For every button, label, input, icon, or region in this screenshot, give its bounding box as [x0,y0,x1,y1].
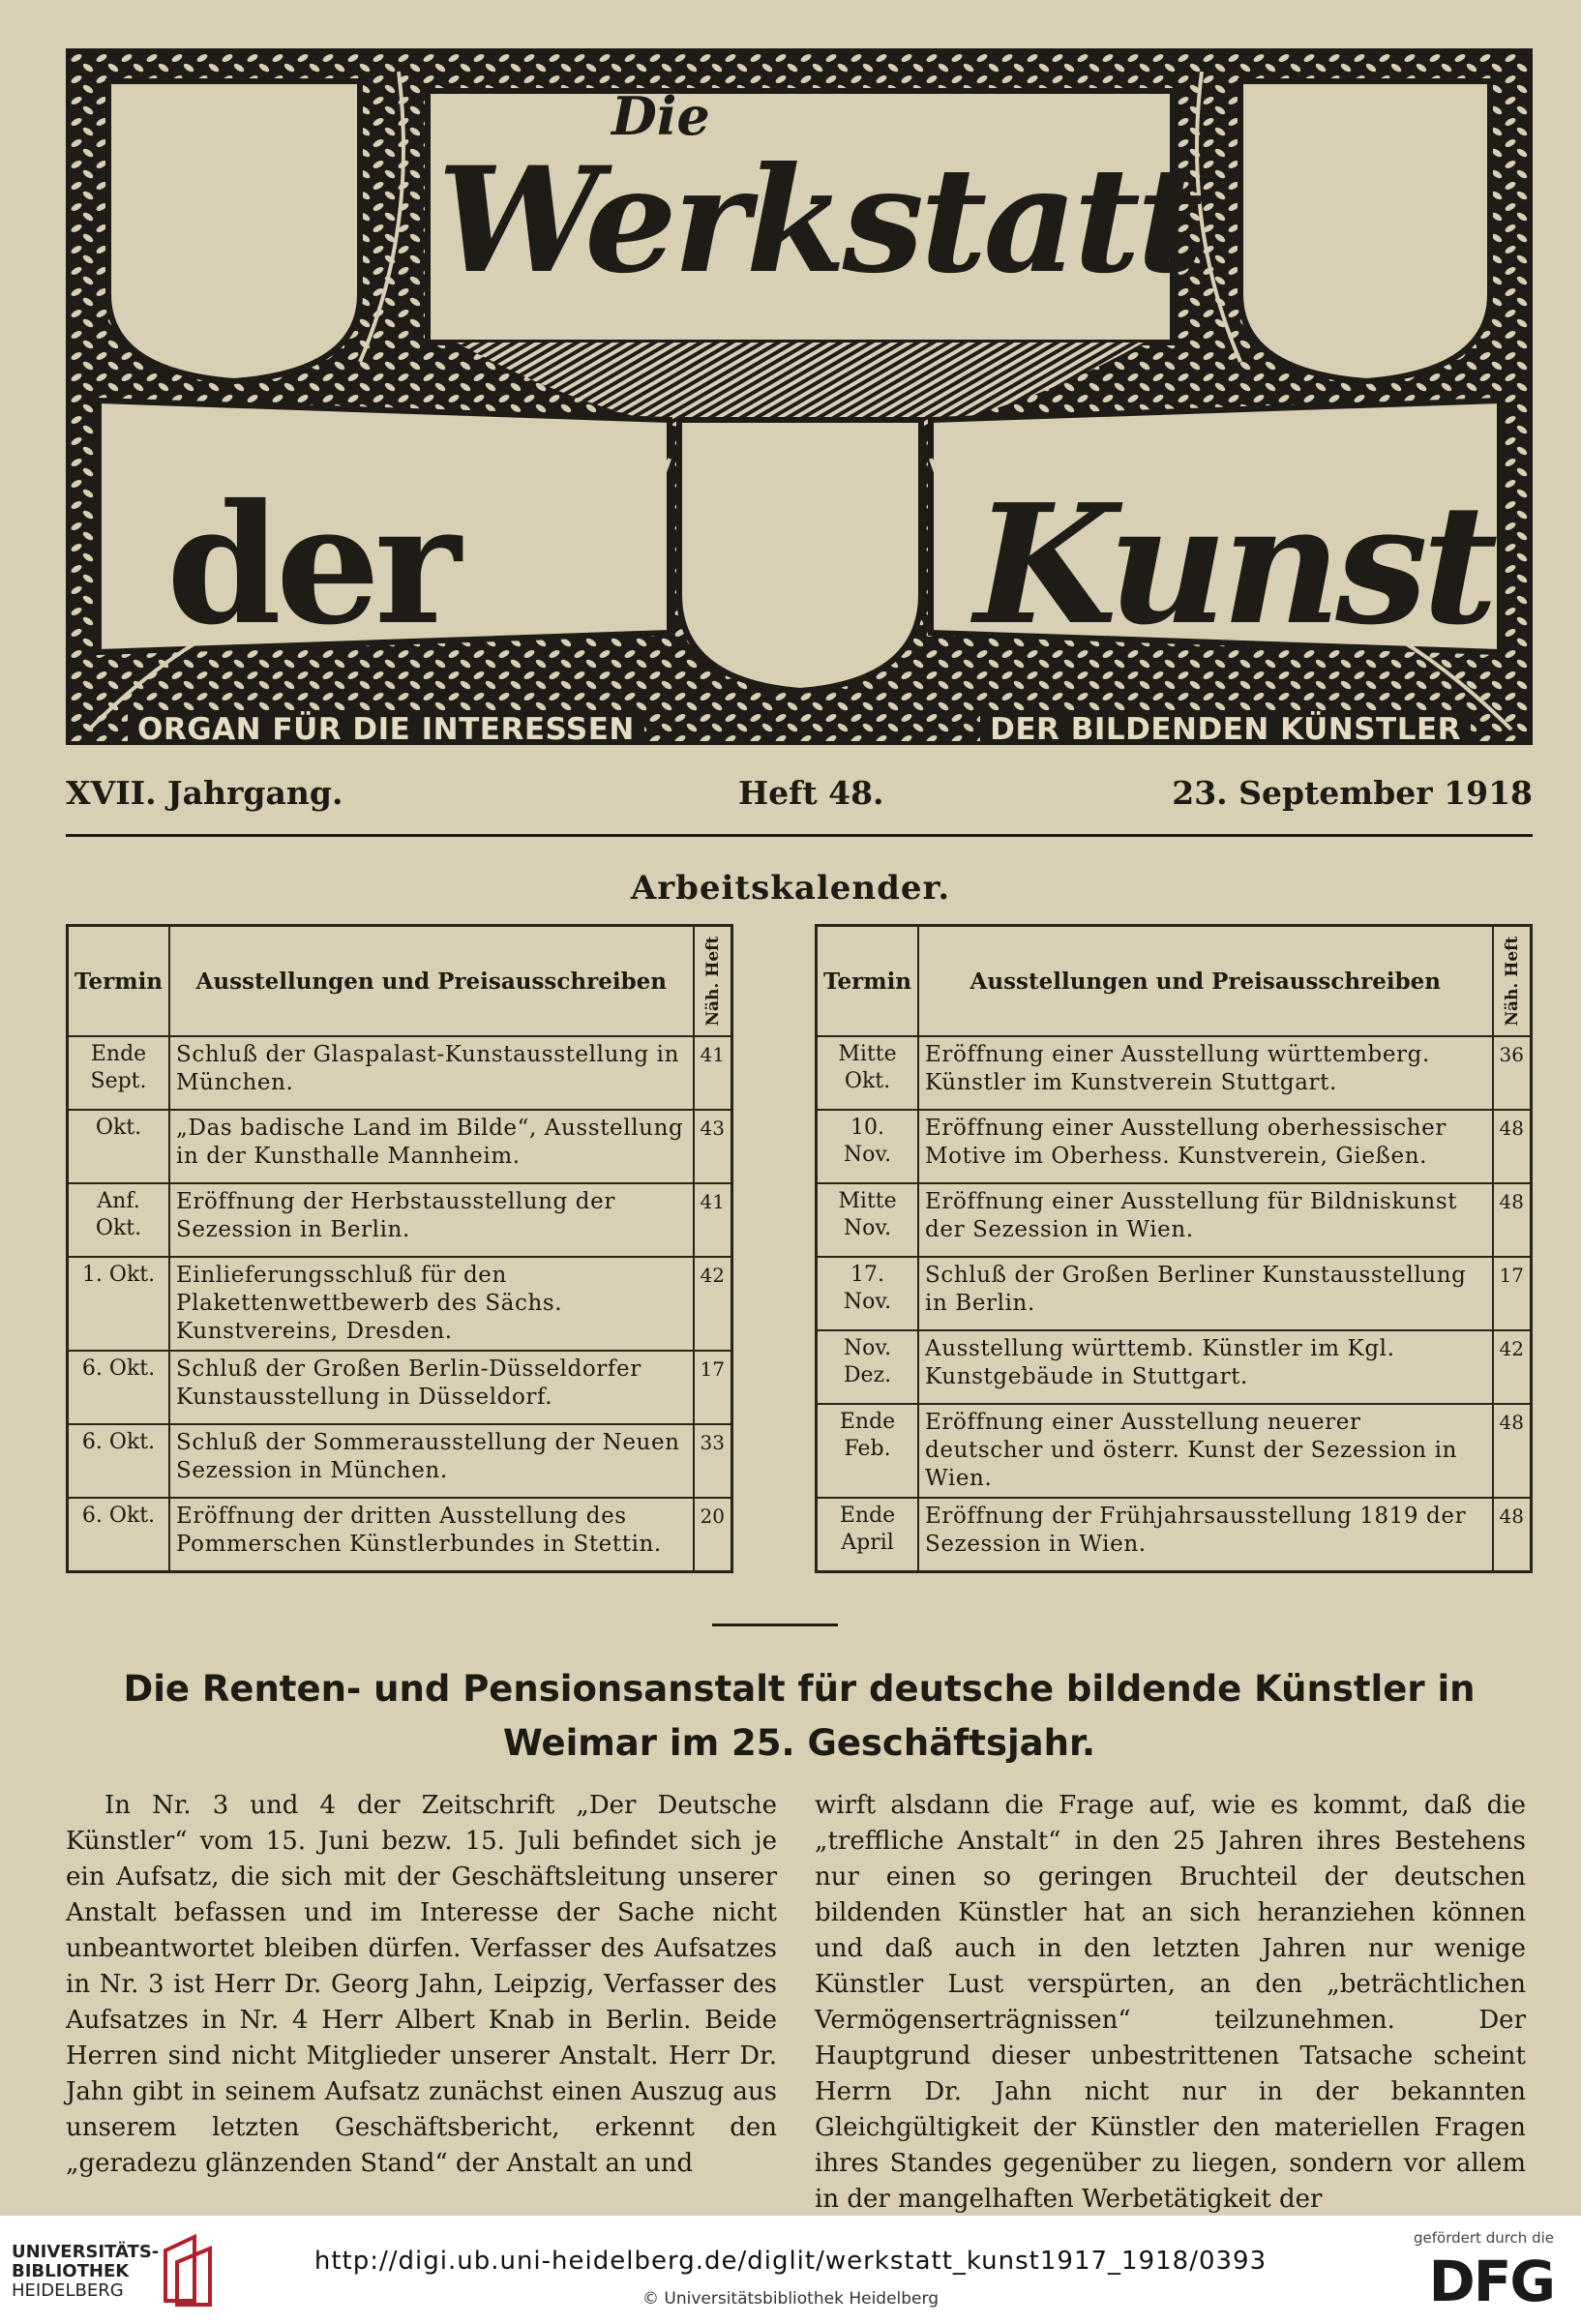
copyright-notice: © Universitätsbibliothek Heidelberg [641,2289,939,2309]
masthead-title-die: Die [612,85,710,147]
row-heft: 20 [694,1498,732,1572]
table-row [68,1183,732,1257]
article-paragraph: In Nr. 3 und 4 der Zeitschrift „Der Deutsche Künstler“ vom 15. Juni bezw. 15. Juli befindet sich je ein Aufsatz, die sich mit der Geschäftsleitung unserer Anstalt befassen und im Interesse der Sache nicht unbeantwortet bleiben dürfen. Verfasser des Aufsatzes in Nr. 3 ist Herr Dr. Georg Jahn, Leipzig, Verfasser des Aufsatzes in Nr. 4 Herr Albert Knab in Berlin. Beide Herren sind nicht Mitglieder unserer Anstalt. Herr Dr. Jahn gibt in seinem Aufsatz zunächst einen Auszug aus unserem letzten Geschäftsbericht, erkennt den „geradezu glänzenden Stand“ der Anstalt an und [66,1791,777,2178]
row-desc: Eröffnung einer Ausstellung oberhessischer Motive im Oberhess. Kunstverein, Gießen. [918,1110,1492,1183]
row-term: 6. Okt. [68,1498,170,1572]
header-rule [66,834,1533,837]
table-row [68,1257,732,1351]
table-row [68,1351,732,1424]
table-row [817,1036,1532,1110]
calendar-title: Arbeitskalender. [630,869,951,908]
row-heft: 48 [1493,1498,1532,1572]
row-term: 6. Okt. [68,1424,170,1498]
table-row [68,1110,732,1183]
row-desc: Einlieferungsschluß für den Plakettenwettbewerb des Sächs. Kunstvereins, Dresden. [169,1257,693,1351]
masthead-subtitle-right: DER BILDENDEN KÜNSTLER [980,710,1471,745]
article-column-left [66,1788,777,2182]
row-heft: 17 [694,1351,732,1424]
permalink-url[interactable]: http://digi.ub.uni-heidelberg.de/diglit/werkstatt_kunst1917_1918/0393 [313,2247,1268,2276]
calendar-table-left [66,924,733,1573]
table-header-row [68,926,732,1037]
row-heft: 41 [694,1183,732,1257]
row-heft: 41 [694,1036,732,1110]
table-row [817,1404,1532,1498]
row-term: Nov. Dez. [817,1330,919,1404]
row-desc: Eröffnung einer Ausstellung neuerer deutscher und österr. Kunst der Sezession in Wien. [918,1404,1492,1498]
row-heft: 43 [694,1110,732,1183]
calendar-table-right [815,924,1533,1573]
row-term: Ende Feb. [817,1404,919,1498]
row-heft: 42 [694,1257,732,1351]
dfg-logo: DFG [1428,2249,1554,2314]
row-desc: Schluß der Glaspalast-Kunstausstellung in München. [169,1036,693,1110]
header-ausstellungen: Ausstellungen und Preisausschreiben [169,926,693,1037]
table-row [817,1498,1532,1572]
row-desc: „Das badische Land im Bilde“, Ausstellung in der Kunsthalle Mannheim. [169,1110,693,1183]
table-row [68,1036,732,1110]
row-heft: 17 [1493,1257,1532,1330]
issue-date: 23. September 1918 [1172,774,1533,812]
row-term: 10. Nov. [817,1110,919,1183]
masthead-title-werkstatt: Werkstatt [437,135,1201,306]
row-heft: 48 [1493,1110,1532,1183]
masthead-subtitle-left: ORGAN FÜR DIE INTERESSEN [128,710,644,745]
row-term: 17. Nov. [817,1257,919,1330]
header-heft: Näh. Heft [694,926,732,1037]
masthead-title-der: der [166,468,456,662]
row-desc: Eröffnung der Herbstausstellung der Sezession in Berlin. [169,1183,693,1257]
digitization-footer [0,2216,1581,2324]
table-row [68,1424,732,1498]
table-row [817,1110,1532,1183]
issue-line [66,774,1533,822]
row-desc: Eröffnung der Frühjahrsausstellung 1819 der Sezession in Wien. [918,1498,1492,1572]
row-heft: 48 [1493,1183,1532,1257]
table-header-row [817,926,1532,1037]
table-row [68,1498,732,1572]
section-divider [712,1624,838,1626]
row-desc: Ausstellung württemb. Künstler im Kgl. Kunstgebäude in Stuttgart. [918,1330,1492,1404]
row-desc: Eröffnung einer Ausstellung für Bildniskunst der Sezession in Wien. [918,1183,1492,1257]
row-term: Ende April [817,1498,919,1572]
article-title: Die Renten- und Pensionsanstalt für deutsche bildende Künstler in Weimar im 25. Geschäftsjahr. [123,1668,1476,1764]
masthead-title-kunst: Kunst [974,468,1493,662]
issue-volume: XVII. Jahrgang. [66,774,343,812]
header-heft: Näh. Heft [1493,926,1532,1037]
masthead-woodcut [66,48,1533,745]
header-termin: Termin [817,926,919,1037]
header-termin: Termin [68,926,170,1037]
row-heft: 42 [1493,1330,1532,1404]
header-ausstellungen: Ausstellungen und Preisausschreiben [918,926,1492,1037]
article-paragraph: wirft alsdann die Frage auf, wie es kommt, daß die „treffliche Anstalt“ in den 25 Jahren ihres Bestehens nur einen so geringen Bruchteil der deutschen bildenden Künstler hat an sich heranziehen können und daß auch in den letzten Jahren nur wenige Künstler Lust verspürten, an den „beträchtlichen Vermögenserträgnissen“ teilzunehmen. Der Hauptgrund dieser unbestrittenen Tatsache scheint Herrn Dr. Jahn nicht nur in der bekannten Gleichgültigkeit der Künstler den materiellen Fragen ihres Standes gegenüber zu liegen, sondern vor allem in der mangelhaften Werbetätigkeit der [815,1791,1526,2214]
row-desc: Schluß der Großen Berlin-Düsseldorfer Kunstausstellung in Düsseldorf. [169,1351,693,1424]
table-row [817,1257,1532,1330]
row-term: 1. Okt. [68,1257,170,1351]
article-column-right [815,1788,1526,2218]
table-row [817,1330,1532,1404]
issue-number: Heft 48. [738,774,884,812]
uni-line-1: UNIVERSITÄTS- [12,2242,160,2262]
row-heft: 36 [1493,1036,1532,1110]
row-term: Anf. Okt. [68,1183,170,1257]
row-term: Mitte Nov. [817,1183,919,1257]
row-desc: Eröffnung einer Ausstellung württemberg. Künstler im Kunstverein Stuttgart. [918,1036,1492,1110]
row-heft: 48 [1493,1404,1532,1498]
uni-line-3: HEIDELBERG [12,2280,124,2301]
table-row [817,1183,1532,1257]
row-desc: Schluß der Sommerausstellung der Neuen Sezession in München. [169,1424,693,1498]
row-heft: 33 [694,1424,732,1498]
row-desc: Schluß der Großen Berliner Kunstausstellung in Berlin. [918,1257,1492,1330]
funding-note: gefördert durch die [1414,2229,1554,2247]
uni-line-2: BIBLIOTHEK [12,2261,130,2281]
row-term: Ende Sept. [68,1036,170,1110]
row-term: 6. Okt. [68,1351,170,1424]
row-desc: Eröffnung der dritten Ausstellung des Pommerschen Künstlerbundes in Stettin. [169,1498,693,1572]
row-term: Okt. [68,1110,170,1183]
row-term: Mitte Okt. [817,1036,919,1110]
